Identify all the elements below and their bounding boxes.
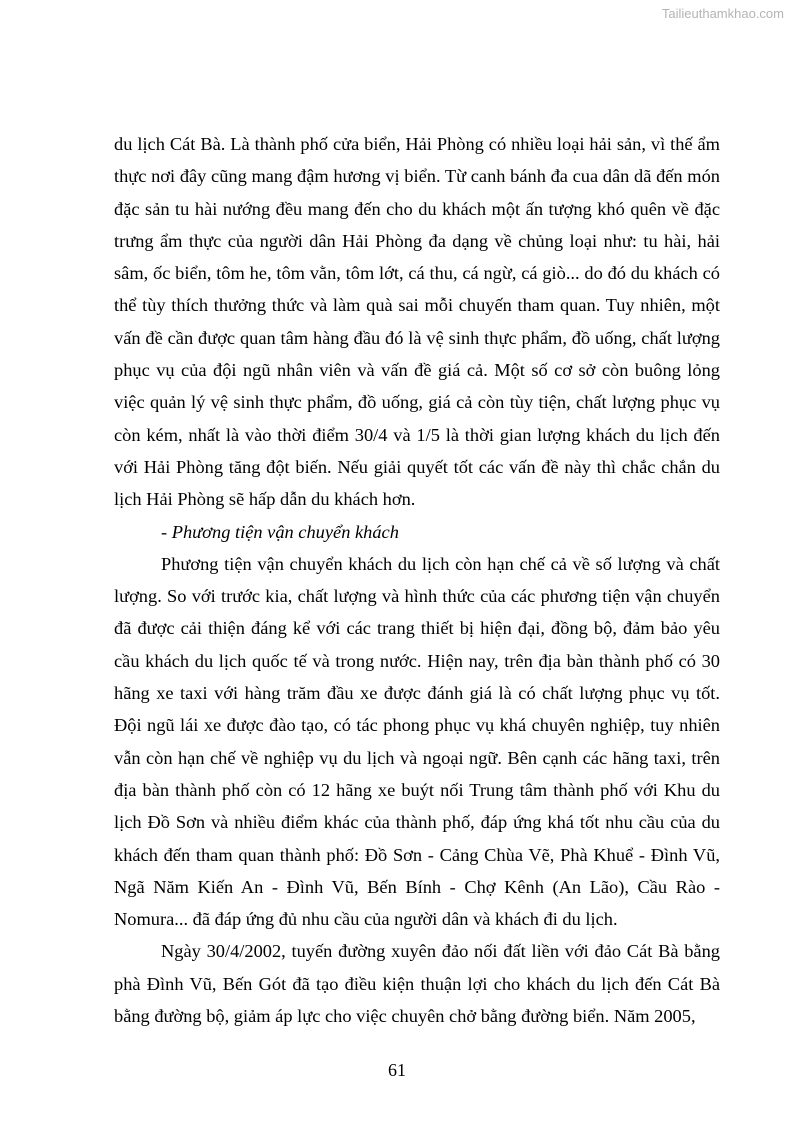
paragraph-cat-ba-road: Ngày 30/4/2002, tuyến đường xuyên đảo nối đất liền với đảo Cát Bà bằng phà Đình Vũ, Bến Gót đã tạo điều kiện thuận lợi cho khách du lịch đến Cát Bà bằng đường bộ, giảm áp lực cho việc chuyên chở bằng đường biển. Năm 2005, [114, 941, 720, 1027]
paragraph-transport: Phương tiện vận chuyển khách du lịch còn hạn chế cả về số lượng và chất lượng. So với trước kia, chất lượng và hình thức của các phương tiện vận chuyển đã được cải thiện đáng kể với các trang thiết bị hiện đại, đồng bộ, đảm bảo yêu cầu khách du lịch quốc tế và trong nước. Hiện nay, trên địa bàn thành phố có 30 hãng xe taxi với hàng trăm đầu xe được đánh giá là có chất lượng phục vụ tốt. Đội ngũ lái xe được đào tạo, có tác phong phục vụ khá chuyên nghiệp, tuy nhiên vẫn còn hạn chế về nghiệp vụ du lịch và ngoại ngữ. Bên cạnh các hãng taxi, trên địa bàn thành phố còn có 12 hãng xe buýt nối Trung tâm thành phố với Khu du lịch Đồ Sơn và nhiều điểm khác của thành phố, đáp ứng khá tốt nhu cầu của du khách đến tham quan thành phố: Đồ Sơn - Cảng Chùa Vẽ, Phà Khuể - Đình Vũ, Ngã Năm Kiến An - Đình Vũ, Bến Bính - Chợ Kênh (An Lão), Cầu Rào - Nomura... đã đáp ứng đủ nhu cầu của người dân và khách đi du lịch. [114, 553, 720, 930]
paragraph-food-quality: du lịch Cát Bà. Là thành phố cửa biển, Hải Phòng có nhiều loại hải sản, vì thế ẩm thực nơi đây cũng mang đậm hương vị biển. Từ canh bánh đa cua dân dã đến món đặc sản tu hài nướng đều mang đến cho du khách một ấn tượng khó quên về đặc trưng ẩm thực của người dân Hải Phòng đa dạng về chủng loại như: tu hài, hải sâm, ốc biển, tôm he, tôm vằn, tôm lớt, cá thu, cá ngừ, cá giò... do đó du khách có thể tùy thích thưởng thức và làm quà sai mỗi chuyến tham quan. Tuy nhiên, một vấn đề cần được quan tâm hàng đầu đó là vệ sinh thực phẩm, đồ uống, chất lượng phục vụ của đội ngũ nhân viên và vấn đề giá cả. Một số cơ sở còn buông lỏng việc quản lý vệ sinh thực phẩm, đồ uống, giá cả còn tùy tiện, chất lượng phục vụ còn kém, nhất là vào thời điểm 30/4 và 1/5 là thời gian lượng khách du lịch đến với Hải Phòng tăng đột biến. Nếu giải quyết tốt các vấn đề này thì chắc chắn du lịch Hải Phòng sẽ hấp dẫn du khách hơn. [114, 134, 720, 510]
section-heading-transport: - Phương tiện vận chuyển khách [161, 521, 399, 542]
page-number: 61 [388, 1060, 406, 1080]
document-body [114, 128, 720, 1032]
watermark: Tailieuthamkhao.com [661, 6, 784, 21]
